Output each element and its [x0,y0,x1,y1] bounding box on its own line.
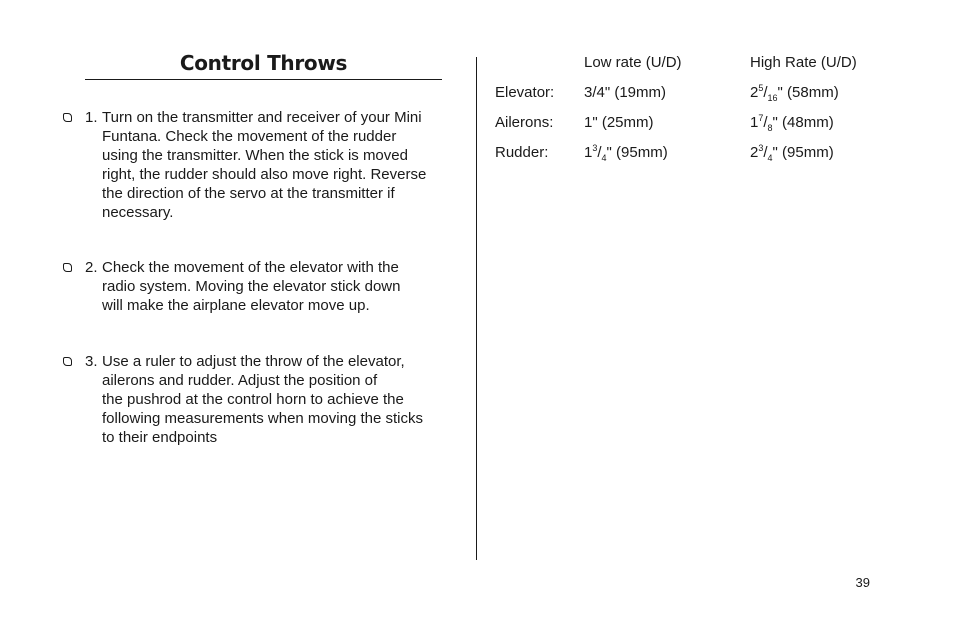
checkbox-icon[interactable] [63,263,72,272]
elevator-high-value: $2^5/_{16}$" (58mm) [750,83,839,103]
step-line: necessary. [102,204,174,221]
header-high-rate: High Rate (U/D) [750,54,857,71]
fraction-denominator: 4 [601,153,607,163]
column-divider [476,57,477,560]
row-label-rudder: Rudder: [495,144,549,161]
fraction-denominator: 8 [767,123,773,133]
fraction-whole: 2 [750,144,759,161]
step-line: Check the movement of the elevator with the [102,259,399,276]
step-text [102,352,432,447]
step-text [102,258,432,315]
step-line: ailerons and rudder. Adjust the position of [102,372,378,389]
rudder-high-value: $2^3/_4$" (95mm) [750,143,834,163]
step-line: right, the rudder should also move right. Reverse [102,166,427,183]
fraction-whole: 1 [750,114,759,131]
step-number: 1. [85,109,98,126]
step-line: the direction of the servo at the transmitter if [102,185,395,202]
step-line: will make the airplane elevator move up. [102,297,370,314]
value-rest: " (58mm) [777,84,839,101]
step-line: Funtana. Check the movement of the rudder [102,128,397,145]
step-line: using the transmitter. When the stick is moved [102,147,408,164]
step-line: radio system. Moving the elevator stick down [102,278,401,295]
step-line: the pushrod at the control horn to achieve the [102,391,404,408]
step-line: to their endpoints [102,429,218,446]
title-underline [85,79,442,80]
step-line: Use a ruler to adjust the throw of the elevator, [102,353,405,370]
checkbox-icon[interactable] [63,357,72,366]
fraction-whole: 2 [750,84,759,101]
fraction-whole: 1 [584,144,593,161]
fraction-numerator: 7 [758,113,764,123]
rudder-low-value: $1^3/_4$" (95mm) [584,143,668,163]
step-text [102,108,432,222]
value-rest: " (95mm) [772,144,834,161]
ailerons-high-value: $1^7/_8$" (48mm) [750,113,834,133]
section-title: Control Throws [179,51,348,75]
value-rest: " (95mm) [606,144,668,161]
fraction-denominator: 16 [767,93,778,103]
step-number: 3. [85,353,98,370]
header-low-rate: Low rate (U/D) [584,54,682,71]
row-label-ailerons: Ailerons: [495,114,554,131]
page-number: 39 [855,575,870,590]
fraction-numerator: 5 [758,83,764,93]
elevator-low-value: 3/4" (19mm) [584,84,667,101]
fraction-numerator: 3 [592,143,598,153]
fraction-numerator: 3 [758,143,764,153]
checkbox-icon[interactable] [63,113,72,122]
fraction-denominator: 4 [767,153,773,163]
step-line: following measurements when moving the sticks [102,410,423,427]
row-label-elevator: Elevator: [495,84,555,101]
ailerons-low-value: 1" (25mm) [584,114,654,131]
step-line: Turn on the transmitter and receiver of your Mini [102,109,422,126]
step-number: 2. [85,259,98,276]
value-rest: " (48mm) [772,114,834,131]
